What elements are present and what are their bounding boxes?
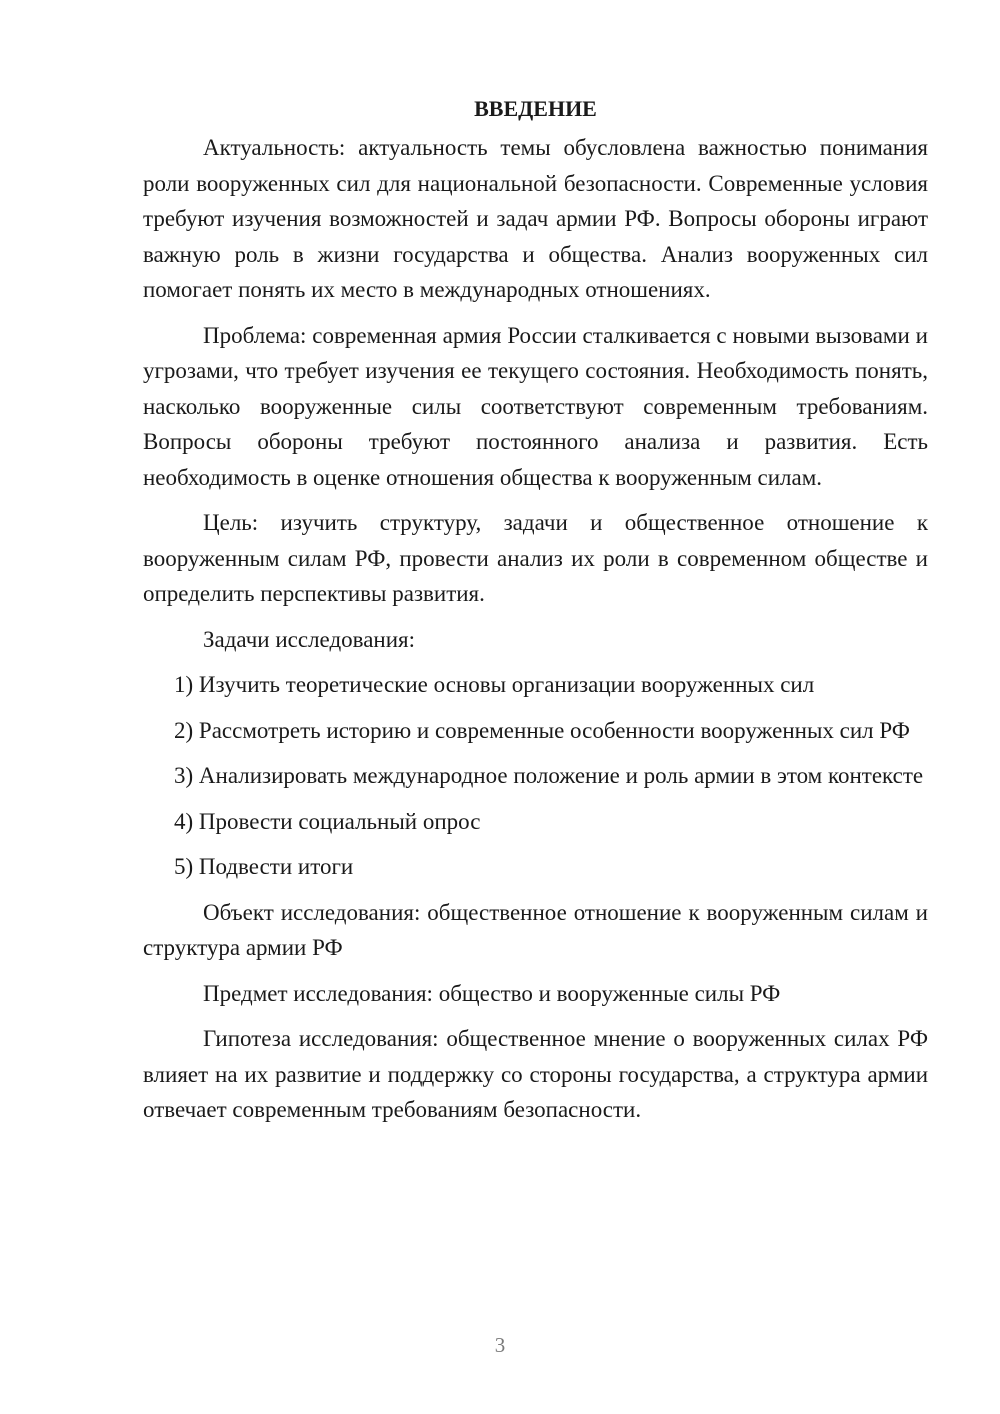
paragraph-problem: Проблема: современная армия России сталкивается с новыми вызовами и угрозами, что требует изучения ее текущего состояния. Необходимость понять, насколько вооруженные силы соответствуют современным требованиям. Вопросы обороны требуют постоянного анализа и развития. Есть необходимость в оценке отношения общества к вооруженным силам. (143, 322, 928, 490)
tasks-list (143, 667, 928, 885)
page-number: 3 (494, 1333, 506, 1357)
list-item: 4) Провести социальный опрос (174, 808, 481, 834)
list-item: 2) Рассмотреть историю и современные особенности вооруженных сил РФ (174, 717, 910, 743)
paragraph-hypothesis: Гипотеза исследования: общественное мнение о вооруженных силах РФ влияет на их развитие и поддержку со стороны государства, а структура армии отвечает современным требованиям безопасности. (143, 1026, 928, 1122)
list-item: 3) Анализировать международное положение и роль армии в этом контексте (174, 763, 924, 788)
section-title: ВВЕДЕНИЕ (474, 96, 597, 121)
paragraph-object: Объект исследования: общественное отношение к вооруженным силам и структура армии РФ (143, 899, 928, 960)
paragraph-subject: Предмет исследования: общество и вооруженные силы РФ (203, 980, 781, 1006)
list-item: 5) Подвести итоги (174, 854, 354, 879)
paragraph-relevance: Актуальность: актуальность темы обусловлена важностью понимания роли вооруженных сил для национальной безопасности. Современные условия требуют изучения возможностей и задач армии РФ. Вопросы обороны играют важную роль в жизни государства и общества. Анализ вооруженных сил помогает понять их место в международных отношениях. (143, 135, 928, 302)
page-content (143, 94, 928, 1138)
list-item: 1) Изучить теоретические основы организации вооруженных сил (174, 672, 815, 697)
tasks-heading: Задачи исследования: (203, 626, 416, 652)
paragraph-goal: Цель: изучить структуру, задачи и общественное отношение к вооруженным силам РФ, провести анализ их роли в современном обществе и определить перспективы развития. (143, 510, 928, 606)
